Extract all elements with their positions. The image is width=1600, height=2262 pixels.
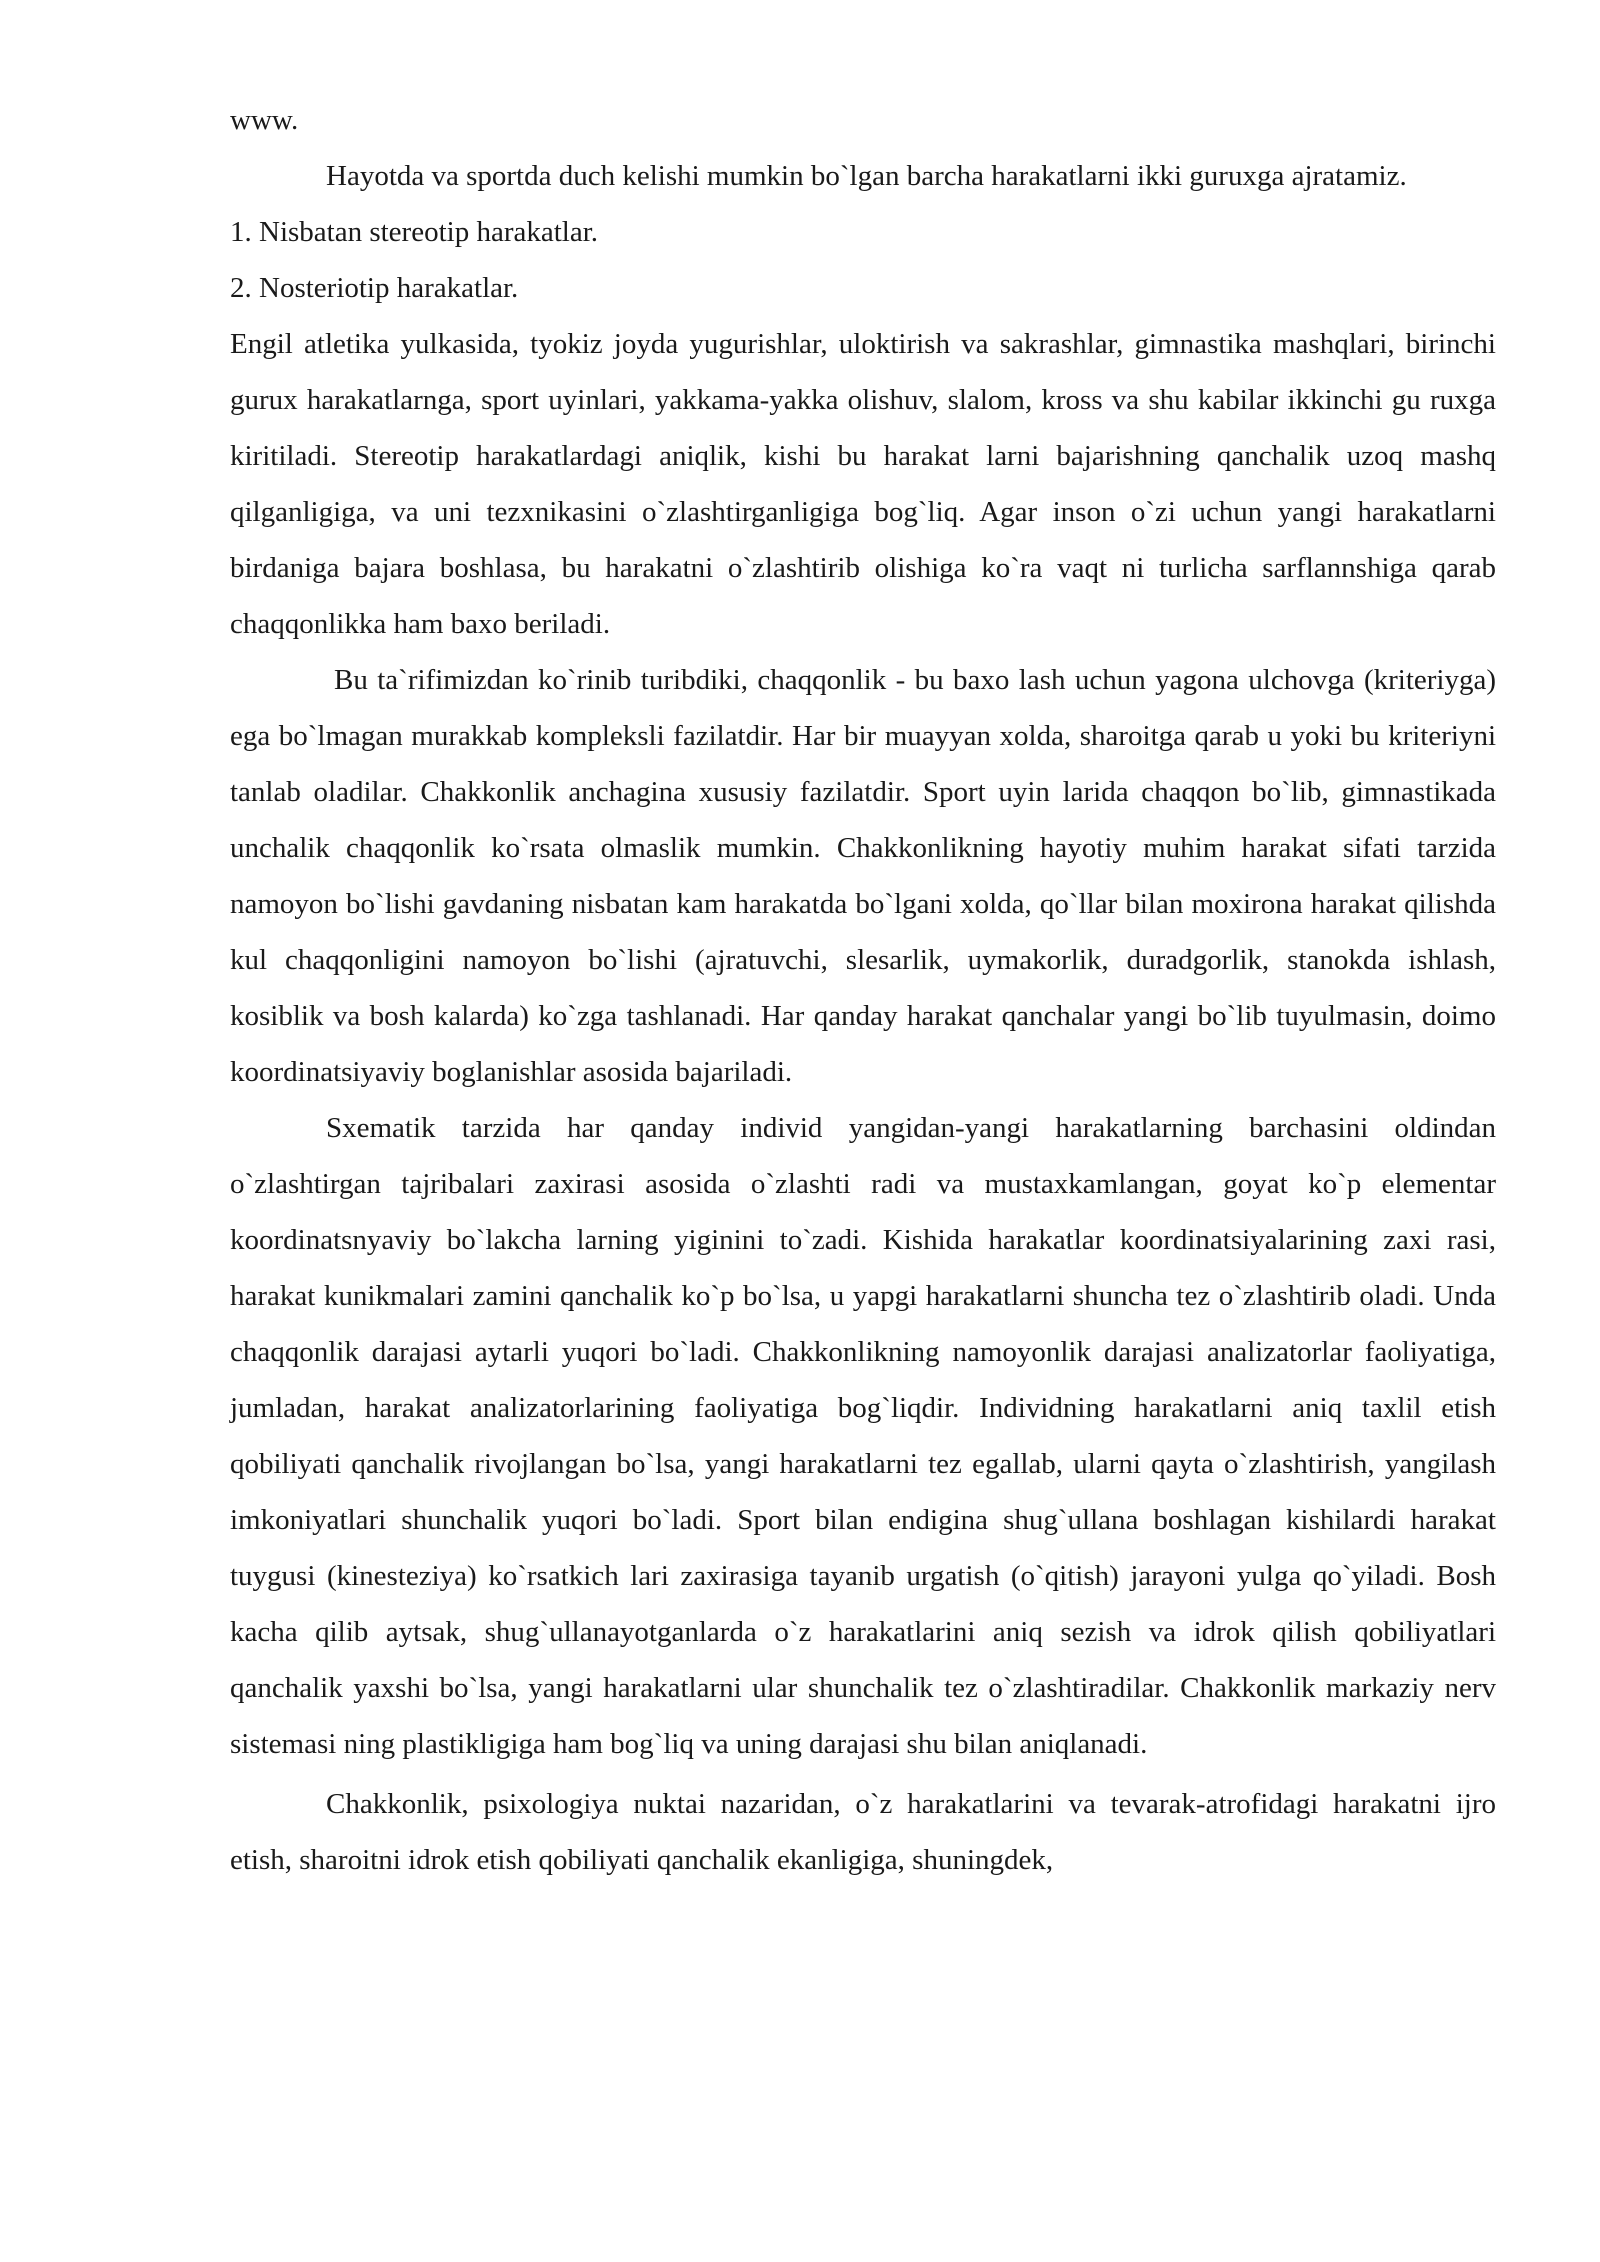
paragraph-psychology: Chakkonlik, psixologiya nuktai nazaridan, o`z harakatlarini va tevarak-atrofidagi harakatni ijro etish, sharoitni idrok etish qobiliyati qanchalik ekanligiga, shuningdek,: [230, 1788, 1496, 1876]
paragraph-schematic: Sxematik tarzida har qanday individ yangidan-yangi harakatlarning barchasini oldindan o`zlashtirgan tajribalari zaxirasi asosida o`zlashti radi va mustaxkamlangan, goyat ko`p elementar koordinatsnyaviy bo`lakcha larning yiginini to`zadi. Kishida harakatlar koordinatsiyalarining zaxi rasi, harakat kunikmalari zamini qanchalik ko`p bo`lsa, u yapgi harakatlarni shuncha tez o`zlashtirib oladi. Unda chaqqonlik darajasi aytarli yuqori bo`ladi. Chakkonlikning namoyonlik darajasi analizatorlar faoliyatiga, jumladan, harakat analizatorlarining faoliyatiga bog`liqdir. Individning harakatlarni aniq taxlil etish qobiliyati qanchalik rivojlangan bo`lsa, yangi harakatlarni tez egallab, ularni qayta o`zlashtirish, yangilash imkoniyatlari shunchalik yuqori bo`ladi. Sport bilan endigina shug`ullana boshlagan kishilardi harakat tuygusi (kinesteziya) ko`rsatkich lari zaxirasiga tayanib urgatish (o`qitish) jarayoni yulga qo`yiladi. Bosh kacha qilib aytsak, shug`ullanayotganlarda o`z harakatlarini aniq sezish va idrok qilish qobiliyatlari qanchalik yaxshi bo`lsa, yangi harakatlarni ular shunchalik tez o`zlashtiradilar. Chakkonlik markaziy nerv sistemasi ning plastikligiga ham bog`liq va uning darajasi shu bilan aniqlanadi.: [230, 1112, 1496, 1760]
list-item-1: 1. Nisbatan stereotip harakatlar.: [230, 216, 599, 248]
paragraph-intro: Hayotda va sportda duch kelishi mumkin bo`lgan barcha harakatlarni ikki guruxga ajratamiz.: [326, 160, 1407, 192]
list-item-2: 2. Nosteriotip harakatlar.: [230, 272, 519, 304]
paragraph-athletics: Engil atletika yulkasida, tyokiz joyda yugurishlar, uloktirish va sakrashlar, gimnastika mashqlari, birinchi gurux harakatlarnga, sport uyinlari, yakkama-yakka olishuv, slalom, kross va shu kabilar ikkinchi gu ruxga kiritiladi. Stereotip harakatlardagi aniqlik, kishi bu harakat larni bajarishning qanchalik uzoq mashq qilganligiga, va uni tezxnikasini o`zlashtirganligiga bog`liq. Agar inson o`zi uchun yangi harakatlarni birdaniga bajara boshlasa, bu harakatni o`zlashtirib olishiga ko`ra vaqt ni turlicha sarflannshiga qarab chaqqonlikka ham baxo beriladi.: [230, 328, 1496, 640]
lead-line: www.: [230, 104, 299, 136]
document-page: [230, 92, 1496, 1888]
paragraph-definition: Bu ta`rifimizdan ko`rinib turibdiki, chaqqonlik - bu baxo lash uchun yagona ulchovga (kriteriyga) ega bo`lmagan murakkab kompleksli fazilatdir. Har bir muayyan xolda, sharoitga qarab u yoki bu kriteriyni tanlab oladilar. Chakkonlik anchagina xususiy fazilatdir. Sport uyin larida chaqqon bo`lib, gimnastikada unchalik chaqqonlik ko`rsata olmaslik mumkin. Chakkonlikning hayotiy muhim harakat sifati tarzida namoyon bo`lishi gavdaning nisbatan kam harakatda bo`lgani xolda, qo`llar bilan moxirona harakat qilishda kul chaqqonligini namoyon bo`lishi (ajratuvchi, slesarlik, uymakorlik, duradgorlik, stanokda ishlash, kosiblik va bosh kalarda) ko`zga tashlanadi. Har qanday harakat qanchalar yangi bo`lib tuyulmasin, doimo koordinatsiyaviy boglanishlar asosida bajariladi.: [230, 664, 1496, 1088]
